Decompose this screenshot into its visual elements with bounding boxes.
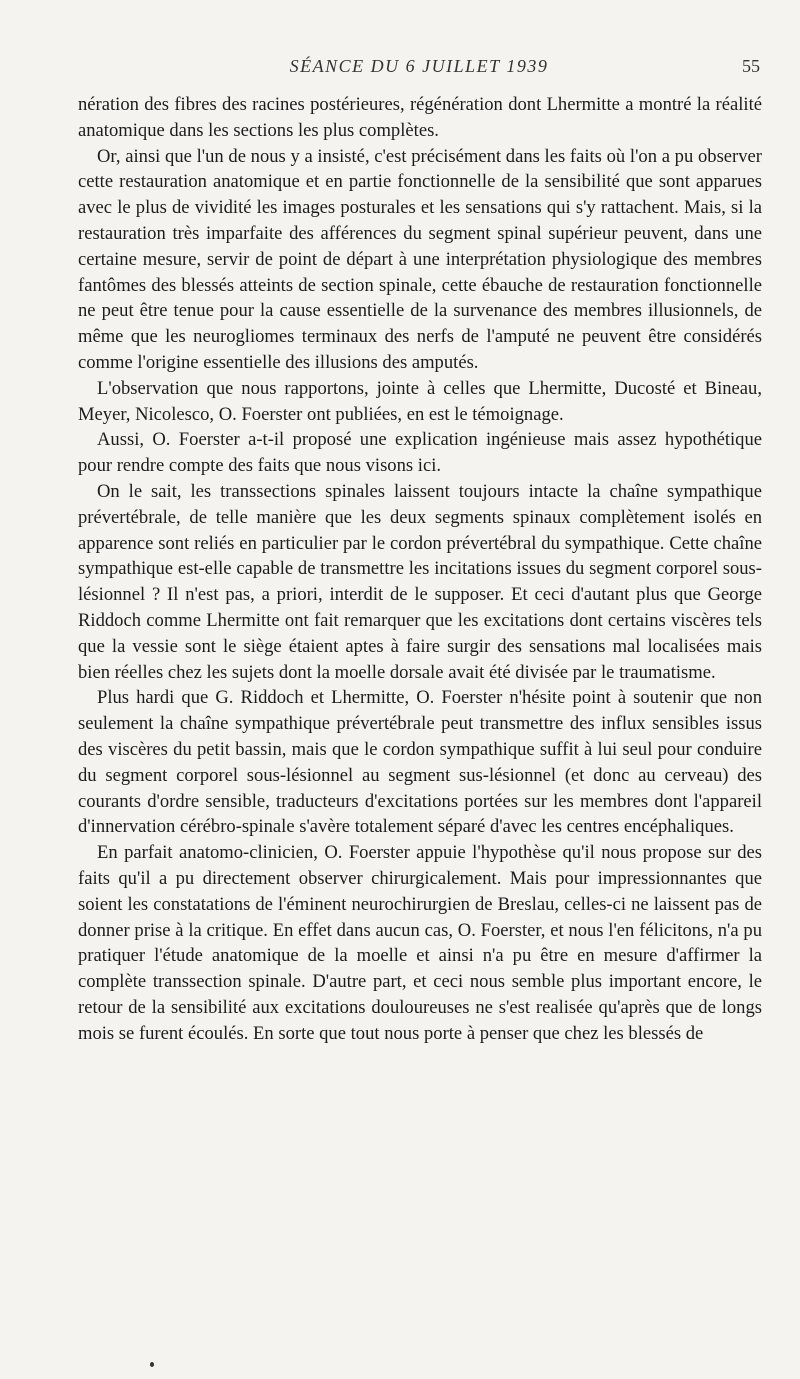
ink-speck <box>150 1362 154 1367</box>
paragraph-2: Or, ainsi que l'un de nous y a insisté, c'est précisément dans les faits où l'on a pu observer cette restauration anatomique et en partie fonctionnelle de la sensibilité que sont apparues avec le plus de vividité les images posturales et les sensations qui s'y rattachent. Mais, si la restauration très imparfaite des afférences du segment spinal supérieur peuvent, dans une certaine mesure, servir de point de départ à une interprétation physiologique des membres fantômes des blessés atteints de section spinale, cette ébauche de restauration fonctionnelle ne peut être tenue pour la cause essentielle de la survenance des membres illusionnels, de même que les neurogliomes terminaux des nerfs de l'amputé ne peuvent être considérés comme l'origine essentielle des illusions des amputés. <box>78 145 762 373</box>
paragraph-6: Plus hardi que G. Riddoch et Lhermitte, O. Foerster n'hésite point à soutenir que non seulement la chaîne sympathique prévertébrale peut transmettre des influx sensibles issus des viscères du petit bassin, mais que le cordon sympathique suffit à lui seul pour conduire du segment corporel sous-lésionnel au segment sus-lésionnel (et donc au cerveau) des courants d'ordre sensible, traducteurs d'excitations portées sur les membres dont l'appareil d'innervation cérébro-spinale s'avère totalement séparé d'avec les centres encéphaliques. <box>78 687 762 838</box>
page-number: 55 <box>742 56 760 76</box>
header-title: SÉANCE DU 6 JUILLET 1939 <box>289 56 549 76</box>
running-header <box>78 56 760 86</box>
paragraph-1: nération des fibres des racines postérieures, régénération dont Lhermitte a montré la réalité anatomique dans les sections les plus complètes. <box>78 94 762 141</box>
paragraph-4: Aussi, O. Foerster a-t-il proposé une explication ingénieuse mais assez hypothétique pour rendre compte des faits que nous visons ici. <box>78 429 762 477</box>
paragraph-7: En parfait anatomo-clinicien, O. Foerster appuie l'hypothèse qu'il nous propose sur des faits qu'il a pu directement observer chirurgicalement. Mais pour impressionnantes que soient les constatations de l'éminent neurochirurgien de Breslau, celles-ci ne laissent pas de donner prise à la critique. En effet dans aucun cas, O. Foerster, et nous l'en félicitons, n'a pu pratiquer l'étude anatomique de la moelle et ainsi n'a pu être en mesure d'affirmer la complète transsection spinale. D'autre part, et ceci nous semble plus important encore, le retour de la sensibilité aux excitations douloureuses ne s'est realisée qu'après que de longs mois se furent écoulés. En sorte que tout nous porte à penser que chez les blessés de <box>78 842 762 1044</box>
paragraph-5: On le sait, les transsections spinales laissent toujours intacte la chaîne sympathique prévertébrale, de telle manière que les deux segments spinaux complètement isolés en apparence sont reliés en particulier par le cordon prévertébral du sympathique. Cette chaîne sympathique est-elle capable de transmettre les incitations issues du segment corporel sous-lésionnel ? Il n'est pas, a priori, interdit de le supposer. Et ceci d'autant plus que George Riddoch comme Lhermitte ont fait remarquer que les excitations dont certains viscères tels que la vessie sont le siège étaient aptes à faire surgir des sensations mal localisées mais bien réelles chez les sujets dont la moelle dorsale avait été divisée par le traumatisme. <box>78 480 762 683</box>
paragraph-3: L'observation que nous rapportons, jointe à celles que Lhermitte, Ducosté et Bineau, Meyer, Nicolesco, O. Foerster ont publiées, en est le témoignage. <box>78 377 762 425</box>
body-text <box>78 92 762 1046</box>
